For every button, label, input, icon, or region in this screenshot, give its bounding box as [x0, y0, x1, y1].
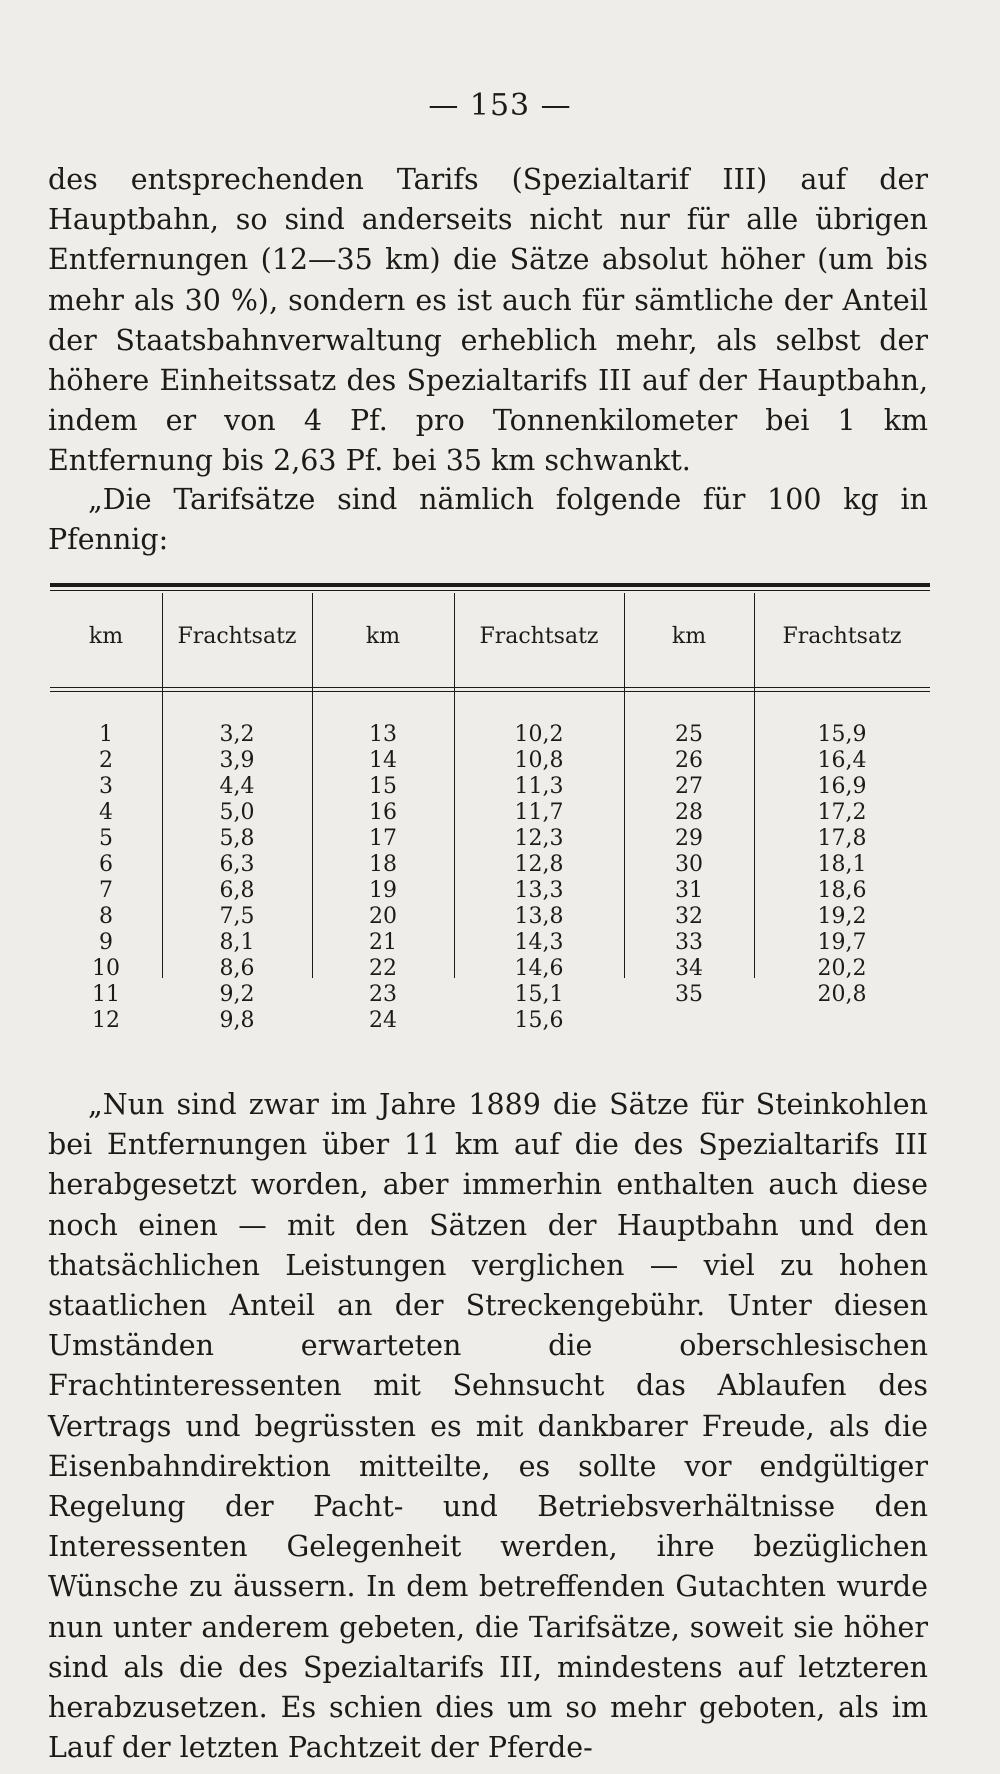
column-divider [312, 593, 313, 978]
km-cell: 24 [369, 1008, 397, 1033]
frachtsatz-cell: 17,2 [817, 800, 867, 825]
frachtsatz-cell: 16,9 [817, 774, 867, 799]
km-cell: 9 [99, 930, 113, 955]
frachtsatz-cell: 18,1 [817, 852, 867, 877]
km-cell: 14 [369, 748, 397, 773]
km-cell: 4 [99, 800, 113, 825]
km-cell: 23 [369, 982, 397, 1007]
km-cell: 30 [675, 852, 703, 877]
frachtsatz-cell: 16,4 [817, 748, 867, 773]
tariff-table [50, 583, 930, 1034]
frachtsatz-cell: 13,8 [514, 904, 564, 929]
paragraph-2: „Die Tarifsätze sind nämlich folgende für 100 kg in Pfennig: [48, 483, 928, 557]
frachtsatz-cell: 7,5 [219, 904, 255, 929]
frachtsatz-cell: 10,8 [514, 748, 564, 773]
table-header-row [50, 591, 930, 681]
frachtsatz-cell: 3,2 [219, 722, 255, 747]
frachtsatz-cell: 14,6 [514, 956, 564, 981]
frachtsatz-cell: 14,3 [514, 930, 564, 955]
table-row [50, 826, 930, 852]
frachtsatz-cell: 18,6 [817, 878, 867, 903]
km-cell: 26 [675, 748, 703, 773]
table-row [50, 774, 930, 800]
km-cell: 21 [369, 930, 397, 955]
km-cell: 25 [675, 722, 703, 747]
frachtsatz-cell: 11,3 [514, 774, 564, 799]
km-cell: 6 [99, 852, 113, 877]
frachtsatz-cell: 6,3 [219, 852, 255, 877]
km-cell: 8 [99, 904, 113, 929]
km-cell: 34 [675, 956, 703, 981]
km-cell: 13 [369, 722, 397, 747]
frachtsatz-cell: 3,9 [219, 748, 255, 773]
table-row [50, 878, 930, 904]
frachtsatz-cell: 20,2 [817, 956, 867, 981]
frachtsatz-cell [754, 1008, 930, 1034]
frachtsatz-cell: 8,6 [219, 956, 255, 981]
table-row [50, 982, 930, 1008]
frachtsatz-cell: 9,2 [219, 982, 255, 1007]
km-cell: 29 [675, 826, 703, 851]
km-cell: 15 [369, 774, 397, 799]
km-cell: 33 [675, 930, 703, 955]
km-cell: 18 [369, 852, 397, 877]
km-cell: 31 [675, 878, 703, 903]
km-cell: 19 [369, 878, 397, 903]
frachtsatz-cell: 8,1 [219, 930, 255, 955]
km-cell: 3 [99, 774, 113, 799]
frachtsatz-cell: 12,8 [514, 852, 564, 877]
table-row [50, 930, 930, 956]
frachtsatz-cell: 20,8 [817, 982, 867, 1007]
table-row [50, 722, 930, 748]
column-divider [162, 593, 163, 978]
km-cell: 27 [675, 774, 703, 799]
paragraph-1: des entsprechenden Tarifs (Spezialtarif III) auf der Hauptbahn, so sind anderseits nicht nur für alle übrigen Entfernungen (12—35 km) die Sätze absolut höher (um bis mehr als 30 %), sondern es ist auch für sämtliche der Anteil der Staatsbahnverwaltung erheblich mehr, als selbst der höhere Einheitssatz des Spezialtarifs III auf der Hauptbahn, indem er von 4 Pf. pro Tonnenkilometer bei 1 km Entfernung bis 2,63 Pf. bei 35 km schwankt. [48, 163, 928, 478]
header-frachtsatz-3: Frachtsatz [782, 623, 902, 649]
km-cell: 28 [675, 800, 703, 825]
km-cell: 20 [369, 904, 397, 929]
km-cell: 1 [99, 722, 113, 747]
page-number: — 153 — [428, 88, 572, 123]
frachtsatz-cell: 13,3 [514, 878, 564, 903]
frachtsatz-cell: 9,8 [219, 1008, 255, 1033]
km-cell: 16 [369, 800, 397, 825]
km-cell: 5 [99, 826, 113, 851]
table-row [50, 956, 930, 982]
table-row [50, 1008, 930, 1034]
frachtsatz-cell: 19,2 [817, 904, 867, 929]
km-cell: 22 [369, 956, 397, 981]
header-km-2: km [365, 623, 401, 649]
frachtsatz-cell: 12,3 [514, 826, 564, 851]
column-divider [454, 593, 455, 978]
paragraph-3: „Nun sind zwar im Jahre 1889 die Sätze für Steinkohlen bei Entfernungen über 11 km auf die des Spezialtarifs III herabgesetzt worden, aber immerhin enthalten auch diese noch einen — mit den Sätzen der Hauptbahn und den thatsächlichen Leistungen verglichen — viel zu hohen staatlichen Anteil an der Streckengebühr. Unter diesen Umständen erwarteten die oberschlesischen Frachtinteressenten mit Sehnsucht das Ablaufen des Vertrags und begrüssten es mit dankbarer Freude, als die Eisenbahndirektion mitteilte, es sollte vor endgültiger Regelung der Pacht- und Betriebsverhältnisse den Interessenten Gelegenheit werden, ihre bezüglichen Wünsche zu äussern. In dem betreffenden Gutachten wurde nun unter anderem gebeten, die Tarifsätze, soweit sie höher sind als die des Spezialtarifs III, mindestens auf letzteren herabzusetzen. Es schien dies um so mehr geboten, als im Lauf der letzten Pachtzeit der Pferde- [48, 1088, 928, 1765]
frachtsatz-cell: 17,8 [817, 826, 867, 851]
km-cell: 32 [675, 904, 703, 929]
header-frachtsatz-1: Frachtsatz [177, 623, 297, 649]
header-frachtsatz-2: Frachtsatz [479, 623, 599, 649]
km-cell [624, 1008, 754, 1034]
frachtsatz-cell: 15,6 [514, 1008, 564, 1033]
table-row [50, 852, 930, 878]
frachtsatz-cell: 11,7 [514, 800, 564, 825]
frachtsatz-cell: 5,8 [219, 826, 255, 851]
km-cell: 7 [99, 878, 113, 903]
table-top-rule [50, 583, 930, 587]
frachtsatz-cell: 5,0 [219, 800, 255, 825]
frachtsatz-cell: 15,1 [514, 982, 564, 1007]
column-divider [754, 593, 755, 978]
frachtsatz-cell: 10,2 [514, 722, 564, 747]
km-cell: 35 [675, 982, 703, 1007]
km-cell: 10 [92, 956, 120, 981]
km-cell: 17 [369, 826, 397, 851]
km-cell: 11 [92, 982, 120, 1007]
column-divider [624, 593, 625, 978]
header-km-1: km [88, 623, 124, 649]
frachtsatz-cell: 6,8 [219, 878, 255, 903]
table-row [50, 748, 930, 774]
table-row [50, 904, 930, 930]
frachtsatz-cell: 15,9 [817, 722, 867, 747]
km-cell: 12 [92, 1008, 120, 1033]
table-row [50, 800, 930, 826]
km-cell: 2 [99, 748, 113, 773]
table-header-rule [50, 687, 930, 688]
table-header-rule-thin [50, 691, 930, 692]
header-km-3: km [671, 623, 707, 649]
frachtsatz-cell: 4,4 [219, 774, 255, 799]
frachtsatz-cell: 19,7 [817, 930, 867, 955]
table-body [50, 722, 930, 1034]
